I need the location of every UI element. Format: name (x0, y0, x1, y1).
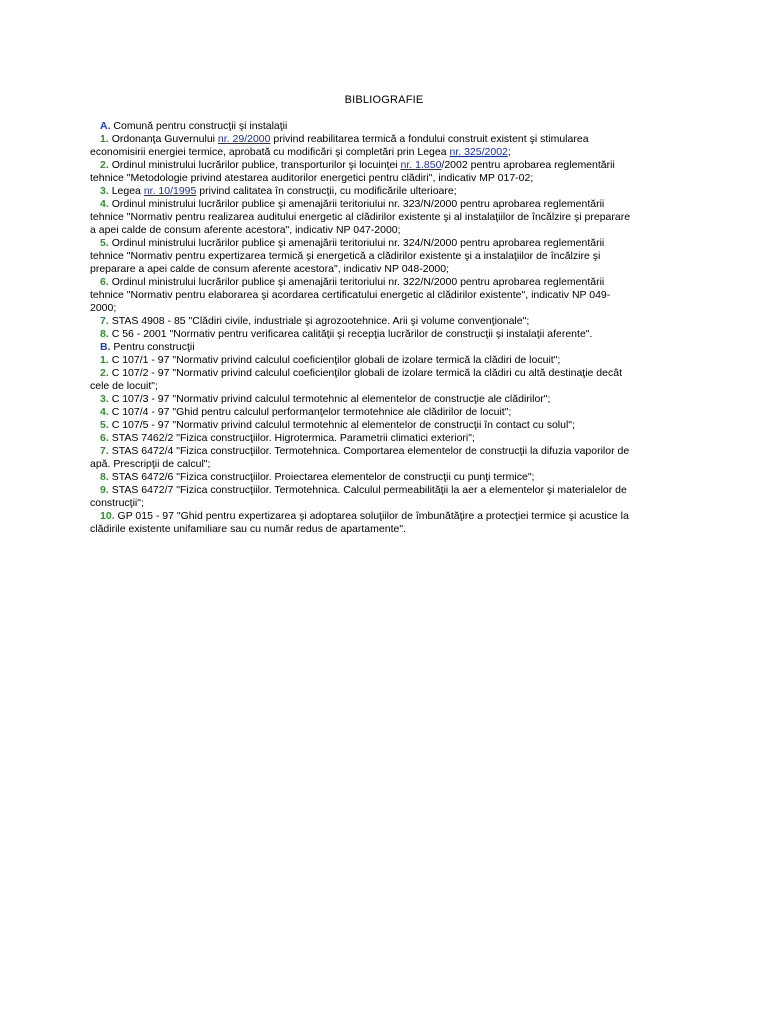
item-number: 10. (100, 510, 115, 522)
item-text: C 107/5 - 97 "Normativ privind calculul termotehnic al elementelor de construcţii în contact cu solul"; (111, 419, 575, 431)
item-number: 3. (100, 393, 109, 405)
item-number: 3. (100, 185, 109, 197)
item-number: 1. (100, 133, 109, 145)
list-item-continuation: tehnice "Metodologie privind atestarea auditorilor energetici pentru clădiri", indicativ MP 017-02; (90, 172, 534, 184)
section-heading-text: Comună pentru construcţii şi instalaţii (113, 120, 288, 132)
item-text: Ordinul ministrului lucrărilor publice şi amenajării teritoriului nr. 323/N/2000 pentru aprobarea reglementării (111, 198, 605, 210)
list-item (90, 484, 680, 497)
item-number: 7. (100, 445, 109, 457)
section-letter: A. (100, 120, 111, 132)
section-b-heading (90, 341, 680, 354)
item-number: 4. (100, 198, 109, 210)
list-item-continuation: 2000; (90, 302, 117, 314)
list-item-continuation: tehnice "Normativ pentru elaborarea şi acordarea certificatului energetic al clădirilor existente", indicativ NP 049- (90, 289, 611, 301)
list-item (90, 133, 680, 146)
list-item (90, 159, 680, 172)
list-item-continuation: cele de locuit"; (90, 380, 158, 392)
law-link[interactable]: nr. 1.850 (400, 159, 442, 171)
law-link[interactable]: nr. 29/2000 (217, 133, 271, 145)
list-item-continuation: a apei calde de consum aferente acestora", indicativ NP 047-2000; (90, 224, 401, 236)
item-number: 7. (100, 315, 109, 327)
item-text: C 107/1 - 97 "Normativ privind calculul coeficienţilor globali de izolare termică la clădiri de locuit"; (111, 354, 561, 366)
item-text: STAS 7462/2 "Fizica construcţiilor. Higrotermica. Parametrii climatici exteriori"; (111, 432, 475, 444)
item-text: Legea (111, 185, 144, 197)
list-item (90, 419, 680, 432)
item-number: 8. (100, 471, 109, 483)
item-text: Ordinul ministrului lucrărilor publice şi amenajării teritoriului nr. 322/N/2000 pentru aprobarea reglementării (111, 276, 605, 288)
item-number: 2. (100, 159, 109, 171)
list-item (90, 432, 680, 445)
list-item-continuation: preparare a apei calde de consum aferente acestora", indicativ NP 048-2000; (90, 263, 450, 275)
item-text: GP 015 - 97 "Ghid pentru expertizarea şi adoptarea soluţiilor de îmbunătăţire a protecţiei termice şi acustice la (117, 510, 629, 522)
item-number: 8. (100, 328, 109, 340)
list-item (90, 315, 680, 328)
item-text: privind calitatea în construcţii, cu modificările ulterioare; (196, 185, 457, 197)
list-item (90, 354, 680, 367)
list-item-continuation: clădirile existente unifamiliare sau cu număr redus de apartamente". (90, 523, 406, 535)
list-item-continuation: tehnice "Normativ pentru expertizarea termică şi energetică a clădirilor existente şi a instalaţiilor de încălzire şi (90, 250, 601, 262)
section-heading-text: Pentru construcţii (113, 341, 195, 353)
section-a-heading (90, 120, 680, 133)
item-text: economisirii energiei termice, aprobată cu modificări şi completări prin Legea (90, 146, 450, 158)
item-text: C 107/2 - 97 "Normativ privind calculul coeficienţilor globali de izolare termică la clădiri cu altă destinaţie decât (111, 367, 622, 379)
list-item (90, 406, 680, 419)
list-item (90, 276, 680, 289)
item-number: 6. (100, 276, 109, 288)
item-text: /2002 pentru aprobarea reglementării (441, 159, 615, 171)
item-text: STAS 6472/7 "Fizica construcţiilor. Termotehnica. Calculul permeabilităţii la aer a elementelor şi materialelor de (111, 484, 627, 496)
list-item (90, 198, 680, 211)
law-link[interactable]: nr. 10/1995 (143, 185, 197, 197)
item-text: STAS 6472/4 "Fizica construcţiilor. Termotehnica. Comportarea elementelor de construcţii la difuzia vaporilor de (111, 445, 630, 457)
list-item-continuation: construcţii"; (90, 497, 144, 509)
list-item (90, 367, 680, 380)
item-text: ; (507, 146, 511, 158)
section-letter: B. (100, 341, 111, 353)
list-item (90, 471, 680, 484)
list-item (90, 328, 680, 341)
list-item (90, 393, 680, 406)
list-item-continuation: tehnice "Normativ pentru realizarea auditului energetic al clădirilor existente şi al instalaţiilor de încălzire şi preparare (90, 211, 631, 223)
page-title: BIBLIOGRAFIE (344, 94, 424, 106)
item-text: C 107/4 - 97 "Ghid pentru calculul performanţelor termotehnice ale clădirilor de locuit"; (111, 406, 512, 418)
item-number: 6. (100, 432, 109, 444)
item-number: 2. (100, 367, 109, 379)
list-item (90, 445, 680, 458)
item-text: privind reabilitarea termică a fondului construit existent şi stimularea (270, 133, 589, 145)
list-item (90, 510, 680, 523)
item-number: 4. (100, 406, 109, 418)
item-text: Ordinul ministrului lucrărilor publice, transporturilor şi locuinţei (111, 159, 401, 171)
law-link[interactable]: nr. 325/2002 (449, 146, 508, 158)
list-item (90, 237, 680, 250)
list-item-continuation (90, 146, 680, 159)
item-text: C 56 - 2001 "Normativ pentru verificarea calităţii şi recepţia lucrărilor de construcţii şi instalaţii aferente". (111, 328, 593, 340)
item-text: STAS 4908 - 85 "Clădiri civile, industriale şi agrozootehnice. Arii şi volume convenţionale"; (111, 315, 530, 327)
item-number: 5. (100, 419, 109, 431)
item-text: C 107/3 - 97 "Normativ privind calculul termotehnic al elementelor de construcţie ale clădirilor"; (111, 393, 551, 405)
list-item-continuation: apă. Prescripţii de calcul"; (90, 458, 211, 470)
item-number: 5. (100, 237, 109, 249)
item-number: 9. (100, 484, 109, 496)
item-text: Ordonanţa Guvernului (111, 133, 218, 145)
bibliography-list (90, 120, 680, 536)
item-text: STAS 6472/6 "Fizica construcţiilor. Proiectarea elementelor de construcţii cu punţi termice"; (111, 471, 535, 483)
item-number: 1. (100, 354, 109, 366)
list-item (90, 185, 680, 198)
item-text: Ordinul ministrului lucrărilor publice şi amenajării teritoriului nr. 324/N/2000 pentru aprobarea reglementării (111, 237, 605, 249)
